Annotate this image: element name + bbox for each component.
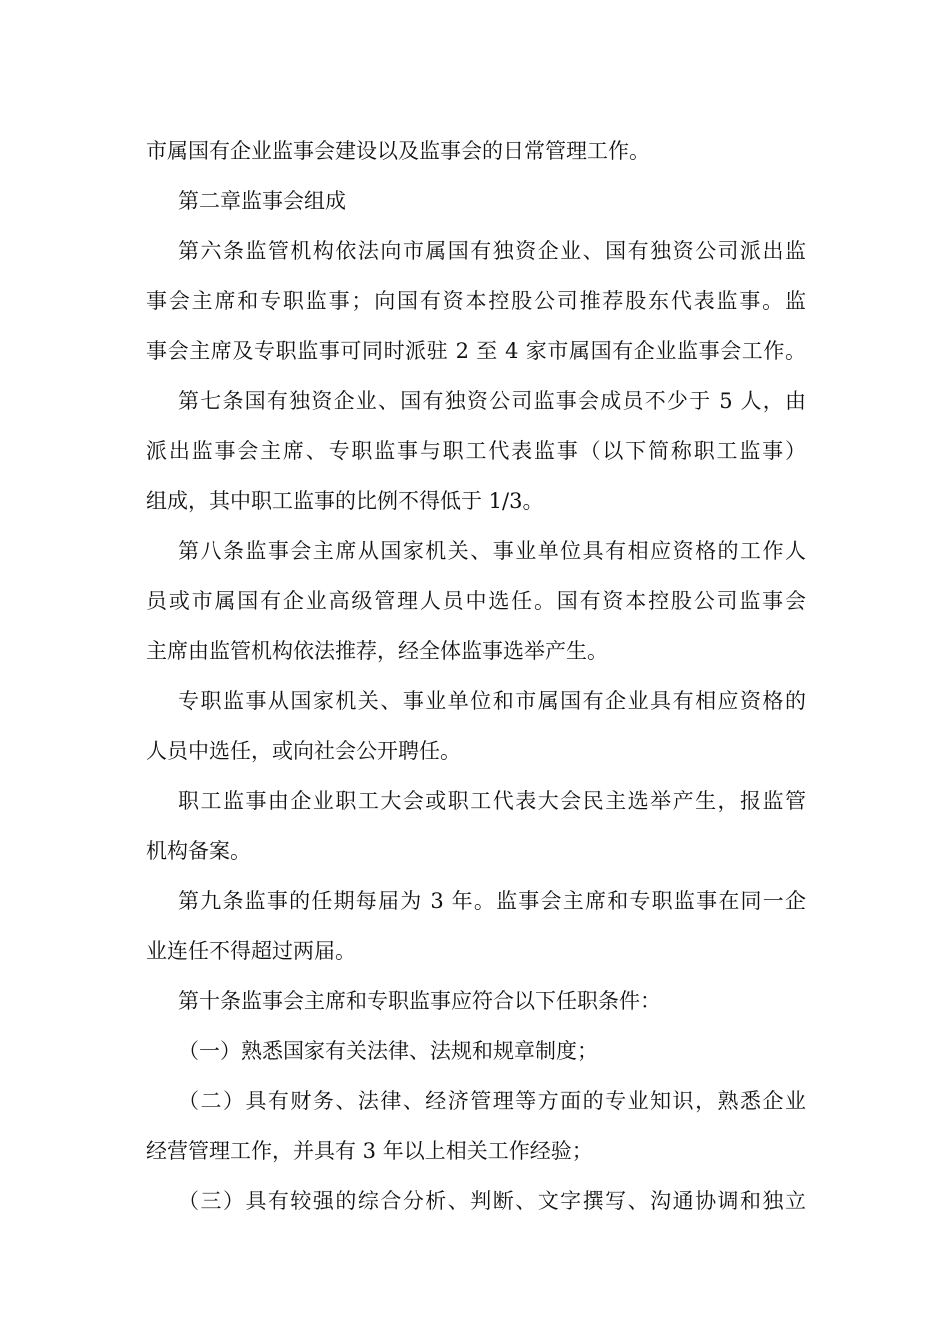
text-line bbox=[0, 981, 950, 1021]
text-line-content: 事会主席和专职监事；向国有资本控股公司推荐股东代表监事。监 bbox=[146, 289, 806, 313]
text-line bbox=[0, 831, 950, 871]
list-item-text: （二）具有财务、法律、经济管理等方面的专业知识，熟悉企业 bbox=[178, 1089, 806, 1113]
text-line-content: 市属国有企业监事会建设以及监事会的日常管理工作。 bbox=[146, 139, 650, 163]
text-line-content: 职工监事由企业职工大会或职工代表大会民主选举产生，报监管 bbox=[178, 789, 806, 813]
list-item bbox=[0, 1081, 950, 1121]
text-line-content: 事会主席及专职监事可同时派驻 2 至 4 家市属国有企业监事会工作。 bbox=[146, 339, 806, 363]
chapter-heading bbox=[0, 181, 950, 221]
text-line bbox=[0, 731, 950, 771]
text-line bbox=[0, 231, 950, 271]
text-line bbox=[0, 581, 950, 621]
text-line-content: 第七条国有独资企业、国有独资公司监事会成员不少于 5 人，由 bbox=[178, 389, 806, 413]
text-line bbox=[0, 681, 950, 721]
text-line bbox=[0, 1131, 950, 1171]
text-line-content: 经营管理工作，并具有 3 年以上相关工作经验； bbox=[146, 1139, 593, 1163]
text-line-content: 第六条监管机构依法向市属国有独资企业、国有独资公司派出监 bbox=[178, 239, 806, 263]
text-line bbox=[0, 531, 950, 571]
text-line bbox=[0, 481, 950, 521]
text-line bbox=[0, 431, 950, 471]
text-line-content: 主席由监管机构依法推荐，经全体监事选举产生。 bbox=[146, 639, 608, 663]
text-line bbox=[0, 781, 950, 821]
text-line-content: 第十条监事会主席和专职监事应符合以下任职条件： bbox=[178, 989, 661, 1013]
text-line bbox=[0, 381, 950, 421]
text-line bbox=[0, 281, 950, 321]
text-line-content: 派出监事会主席、专职监事与职工代表监事（以下简称职工监事） bbox=[146, 439, 806, 463]
text-line-content: 业连任不得超过两届。 bbox=[146, 939, 356, 963]
text-line bbox=[0, 631, 950, 671]
chapter-heading-text: 第二章监事会组成 bbox=[178, 189, 346, 213]
text-line-content: 员或市属国有企业高级管理人员中选任。国有资本控股公司监事会 bbox=[146, 589, 806, 613]
text-line bbox=[0, 131, 950, 171]
text-line-content: 第九条监事的任期每届为 3 年。监事会主席和专职监事在同一企 bbox=[178, 889, 806, 913]
text-line-content: 组成，其中职工监事的比例不得低于 1/3。 bbox=[146, 489, 544, 513]
text-line-content: 机构备案。 bbox=[146, 839, 251, 863]
list-item bbox=[0, 1031, 950, 1071]
list-item-text: （三）具有较强的综合分析、判断、文字撰写、沟通协调和独立 bbox=[178, 1189, 806, 1213]
text-line-content: 人员中选任，或向社会公开聘任。 bbox=[146, 739, 461, 763]
text-line bbox=[0, 881, 950, 921]
text-line bbox=[0, 931, 950, 971]
text-line-content: 专职监事从国家机关、事业单位和市属国有企业具有相应资格的 bbox=[178, 689, 806, 713]
text-line bbox=[0, 331, 950, 371]
list-item bbox=[0, 1181, 950, 1221]
list-item-text: （一）熟悉国家有关法律、法规和规章制度； bbox=[178, 1039, 598, 1063]
text-line-content: 第八条监事会主席从国家机关、事业单位具有相应资格的工作人 bbox=[178, 539, 806, 563]
